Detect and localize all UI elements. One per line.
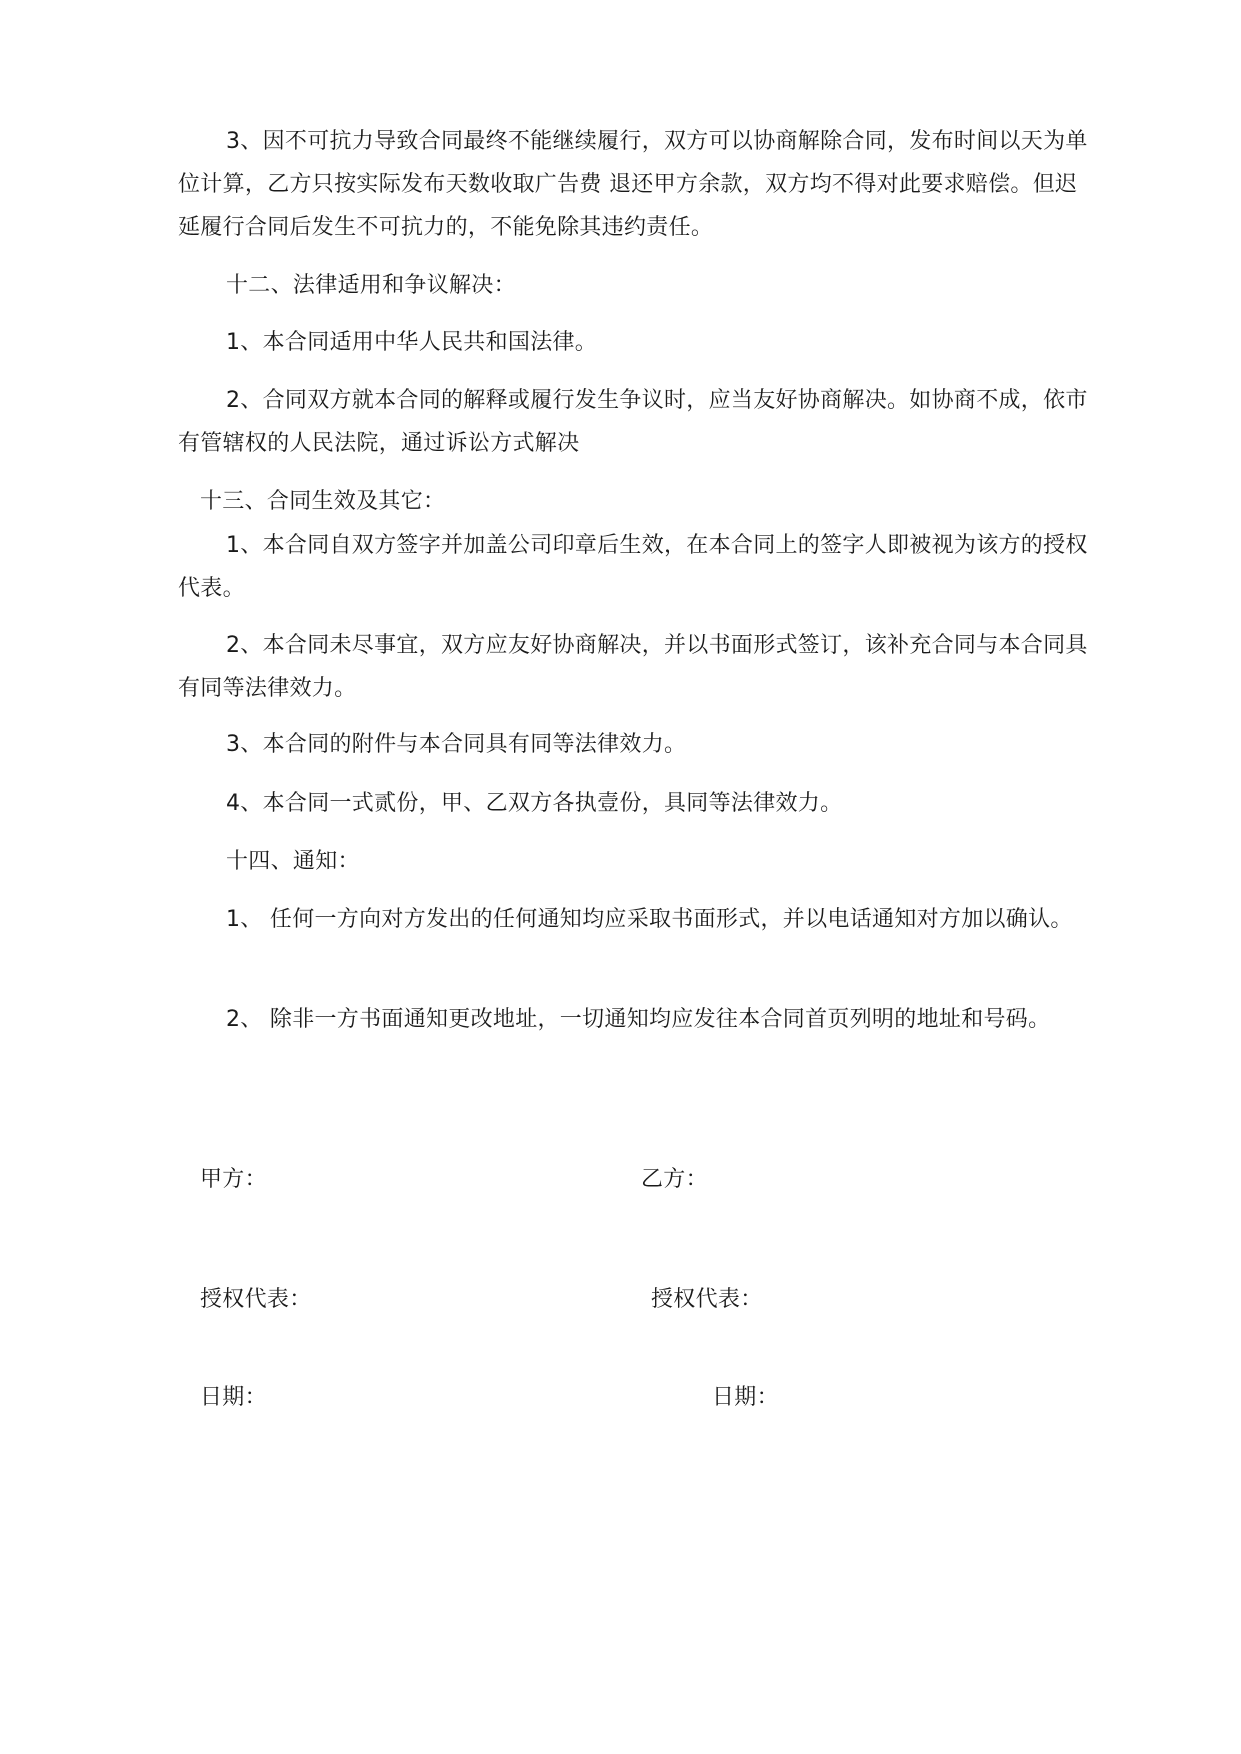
clause-13-1: 1、本合同自双方签字并加盖公司印章后生效，在本合同上的签字人即被视为该方的授权代表。 (178, 533, 1088, 601)
clause-force-majeure-3: 3、因不可抗力导致合同最终不能继续履行，双方可以协商解除合同，发布时间以天为单位计算，乙方只按实际发布天数收取广告费 退还甲方余款，双方均不得对此要求赔偿。但迟延履行合同后发生不可抗力的，不能免除其违约责任。 (178, 129, 1088, 240)
section-heading-12: 十二、法律适用和争议解决： (226, 273, 516, 298)
clause-13-2: 2、本合同未尽事宜，双方应友好协商解决，并以书面形式签订，该补充合同与本合同具有同等法律效力。 (178, 633, 1088, 701)
section-heading-14: 十四、通知： (226, 849, 360, 874)
clause-12-2: 2、合同双方就本合同的解释或履行发生争议时，应当友好协商解决。如协商不成，依市有管辖权的人民法院，通过诉讼方式解决 (178, 388, 1088, 456)
party-a-date-label: 日期： (200, 1385, 267, 1410)
clause-14-2: 2、 除非一方书面通知更改地址，一切通知均应发往本合同首页列明的地址和号码。 (226, 1007, 1051, 1032)
party-a-label: 甲方： (200, 1167, 267, 1192)
clause-12-1: 1、本合同适用中华人民共和国法律。 (226, 330, 598, 355)
party-b-label: 乙方： (641, 1167, 708, 1192)
party-a-representative-label: 授权代表： (200, 1287, 312, 1312)
party-b-representative-label: 授权代表： (651, 1287, 763, 1312)
clause-13-4: 4、本合同一式贰份，甲、乙双方各执壹份，具同等法律效力。 (226, 791, 843, 816)
party-b-date-label: 日期： (712, 1385, 779, 1410)
section-heading-13: 十三、合同生效及其它： (200, 489, 446, 514)
clause-14-1: 1、 任何一方向对方发出的任何通知均应采取书面形式，并以电话通知对方加以确认。 (226, 907, 1073, 932)
clause-13-3: 3、本合同的附件与本合同具有同等法律效力。 (226, 732, 687, 757)
